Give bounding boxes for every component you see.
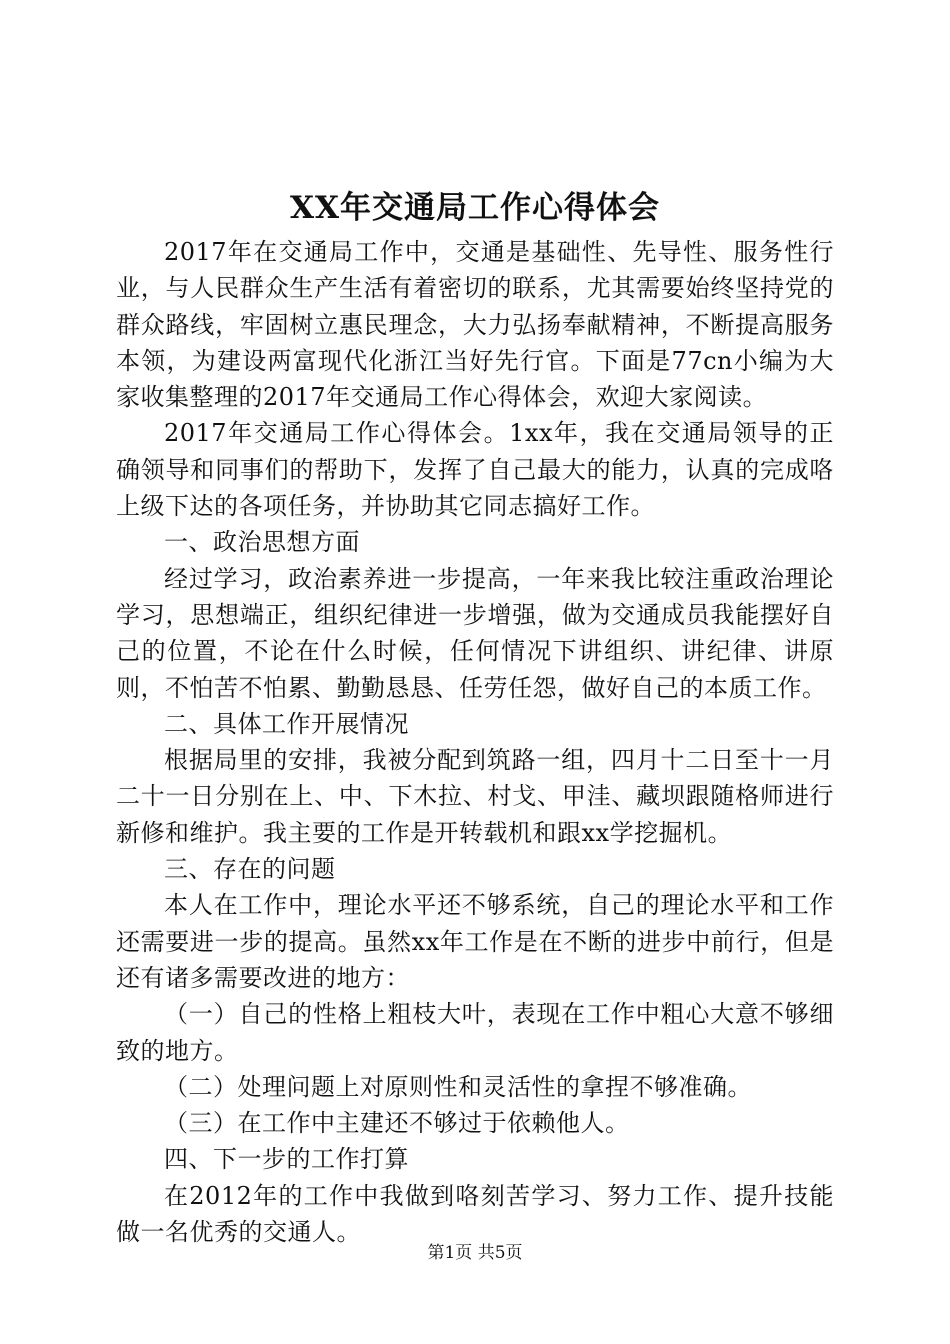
section-heading-work: 二、具体工作开展情况 bbox=[164, 709, 409, 738]
paragraph-summary: 2017年交通局工作心得体会。1xx年，我在交通局领导的正确领导和同事们的帮助下，发挥了自己最大的能力，认真的完成咯上级下达的各项任务，并协助其它同志搞好工作。 bbox=[116, 419, 834, 521]
paragraph-politics: 经过学习，政治素养进一步提高，一年来我比较注重政治理论学习，思想端正，组织纪律进一步增强，做为交通成员我能摆好自己的位置，不论在什么时候，任何情况下讲组织、讲纪律、讲原则，不怕苦不怕累、勤勤恳恳、任劳任怨，做好自己的本质工作。 bbox=[116, 564, 834, 702]
paragraph-problems: 本人在工作中，理论水平还不够系统，自己的理论水平和工作还需要进一步的提高。虽然xx年工作是在不断的进步中前行，但是还有诸多需要改进的地方： bbox=[116, 891, 834, 992]
list-item-problem-2: （二）处理问题上对原则性和灵活性的拿捏不够准确。 bbox=[164, 1072, 752, 1101]
page-indicator: 第1页 共5页 bbox=[427, 1243, 523, 1263]
paragraph-plan: 在2012年的工作中我做到咯刻苦学习、努力工作、提升技能做一名优秀的交通人。 bbox=[116, 1181, 834, 1247]
paragraph-intro: 2017年在交通局工作中，交通是基础性、先导性、服务性行业，与人民群众生产生活有着密切的联系，尤其需要始终坚持党的群众路线，牢固树立惠民理念，大力弘扬奉献精神，不断提高服务本领，为建设两富现代化浙江当好先行官。下面是77cn小编为大家收集整理的2017年交通局工作心得体会，欢迎大家阅读。 bbox=[116, 238, 834, 412]
section-heading-problems: 三、存在的问题 bbox=[164, 855, 336, 884]
section-heading-plan: 四、下一步的工作打算 bbox=[164, 1145, 409, 1174]
list-item-problem-3: （三）在工作中主建还不够过于依赖他人。 bbox=[164, 1109, 630, 1138]
paragraph-work: 根据局里的安排，我被分配到筑路一组，四月十二日至十一月二十一日分别在上、中、下木拉、村戈、甲洼、藏坝跟随格师进行新修和维护。我主要的工作是开转载机和跟xx学挖掘机。 bbox=[116, 746, 834, 847]
document-body bbox=[116, 234, 834, 1250]
list-item-problem-1: （一）自己的性格上粗枝大叶，表现在工作中粗心大意不够细致的地方。 bbox=[116, 1000, 834, 1065]
document-title: XX年交通局工作心得体会 bbox=[289, 190, 661, 226]
section-heading-politics: 一、政治思想方面 bbox=[164, 528, 360, 557]
